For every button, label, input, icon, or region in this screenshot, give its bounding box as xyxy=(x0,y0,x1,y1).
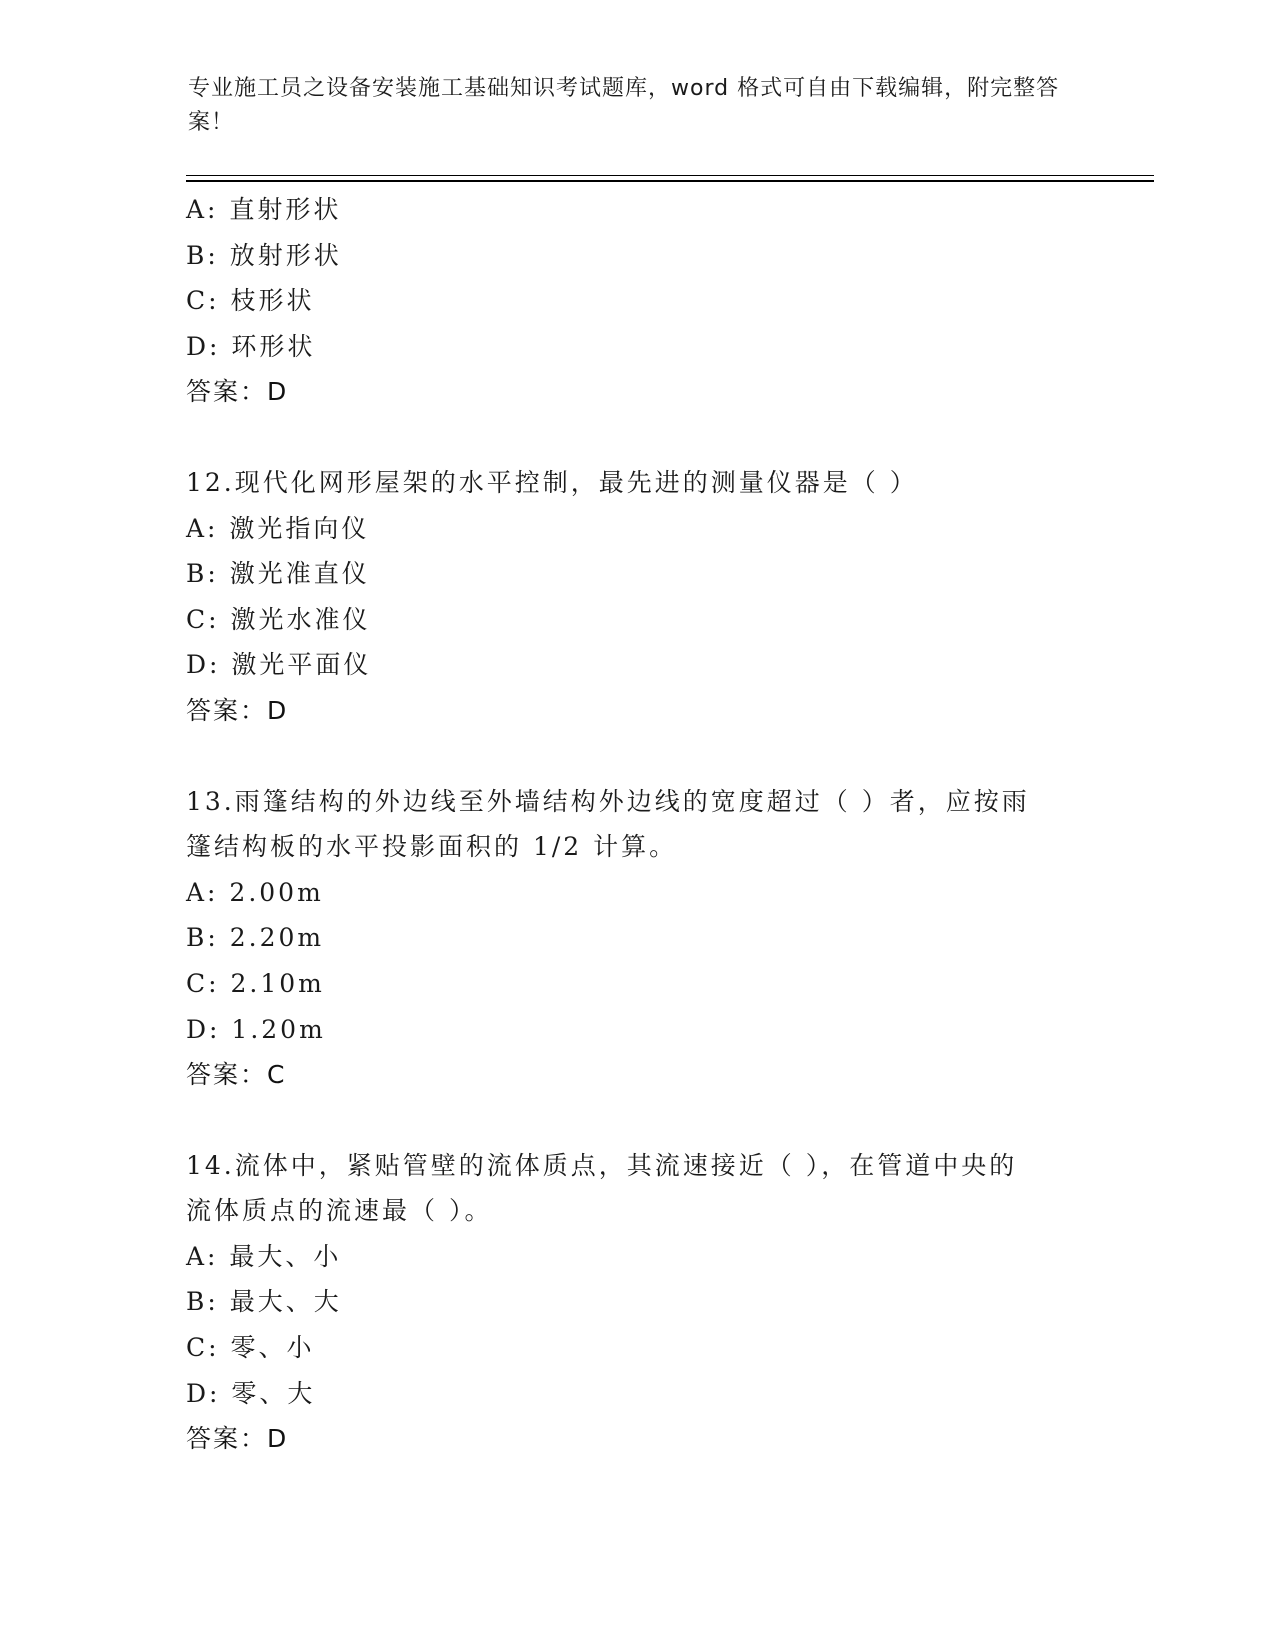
option-c: C: 激光水准仪 xyxy=(186,604,371,634)
answer-line: 答案：C xyxy=(186,1060,287,1090)
option-b: B: 放射形状 xyxy=(186,240,342,270)
question-stem: 13.雨篷结构的外边线至外墙结构外边线的宽度超过（ ）者，应按雨 xyxy=(186,786,1030,816)
question-11-continued xyxy=(186,187,1086,415)
option-a: A: 激光指向仪 xyxy=(186,513,370,543)
question-13 xyxy=(186,779,1086,1098)
question-stem: 12.现代化网形屋架的水平控制，最先进的测量仪器是（ ） xyxy=(186,467,918,497)
option-a: A: 直射形状 xyxy=(186,195,342,224)
question-stem-continued: 流体质点的流速最（ ）。 xyxy=(186,1196,493,1226)
option-a: A: 最大、小 xyxy=(186,1241,342,1271)
option-a: A: 2.00m xyxy=(186,877,324,907)
question-list xyxy=(186,187,1086,1462)
question-12 xyxy=(186,460,1086,734)
option-c: C: 2.10m xyxy=(186,968,325,998)
document-header: 专业施工员之设备安装施工基础知识考试题库，word 格式可自由下载编辑，附完整答案！ xyxy=(188,76,1060,135)
header-rule-thin xyxy=(186,175,1154,176)
option-d: D: 环形状 xyxy=(186,331,316,361)
answer-line: 答案：D xyxy=(186,377,289,407)
question-14 xyxy=(186,1143,1086,1462)
header-rule-thick xyxy=(186,180,1154,182)
option-b: B: 激光准直仪 xyxy=(186,559,370,589)
option-b: B: 2.20m xyxy=(186,923,325,953)
answer-line: 答案：D xyxy=(186,695,289,725)
question-stem-continued: 篷结构板的水平投影面积的 1/2 计算。 xyxy=(186,832,678,862)
spacer xyxy=(186,1098,1086,1143)
option-d: D: 激光平面仪 xyxy=(186,650,372,680)
option-d: D: 1.20m xyxy=(186,1014,326,1044)
option-c: C: 零、小 xyxy=(186,1333,315,1363)
option-b: B: 最大、大 xyxy=(186,1287,342,1317)
spacer xyxy=(186,734,1086,779)
option-c: C: 枝形状 xyxy=(186,286,315,316)
option-d: D: 零、大 xyxy=(186,1378,316,1408)
answer-line: 答案：D xyxy=(186,1424,289,1454)
spacer xyxy=(186,415,1086,460)
question-stem: 14.流体中，紧贴管壁的流体质点，其流速接近（ ），在管道中央的 xyxy=(186,1150,1018,1180)
